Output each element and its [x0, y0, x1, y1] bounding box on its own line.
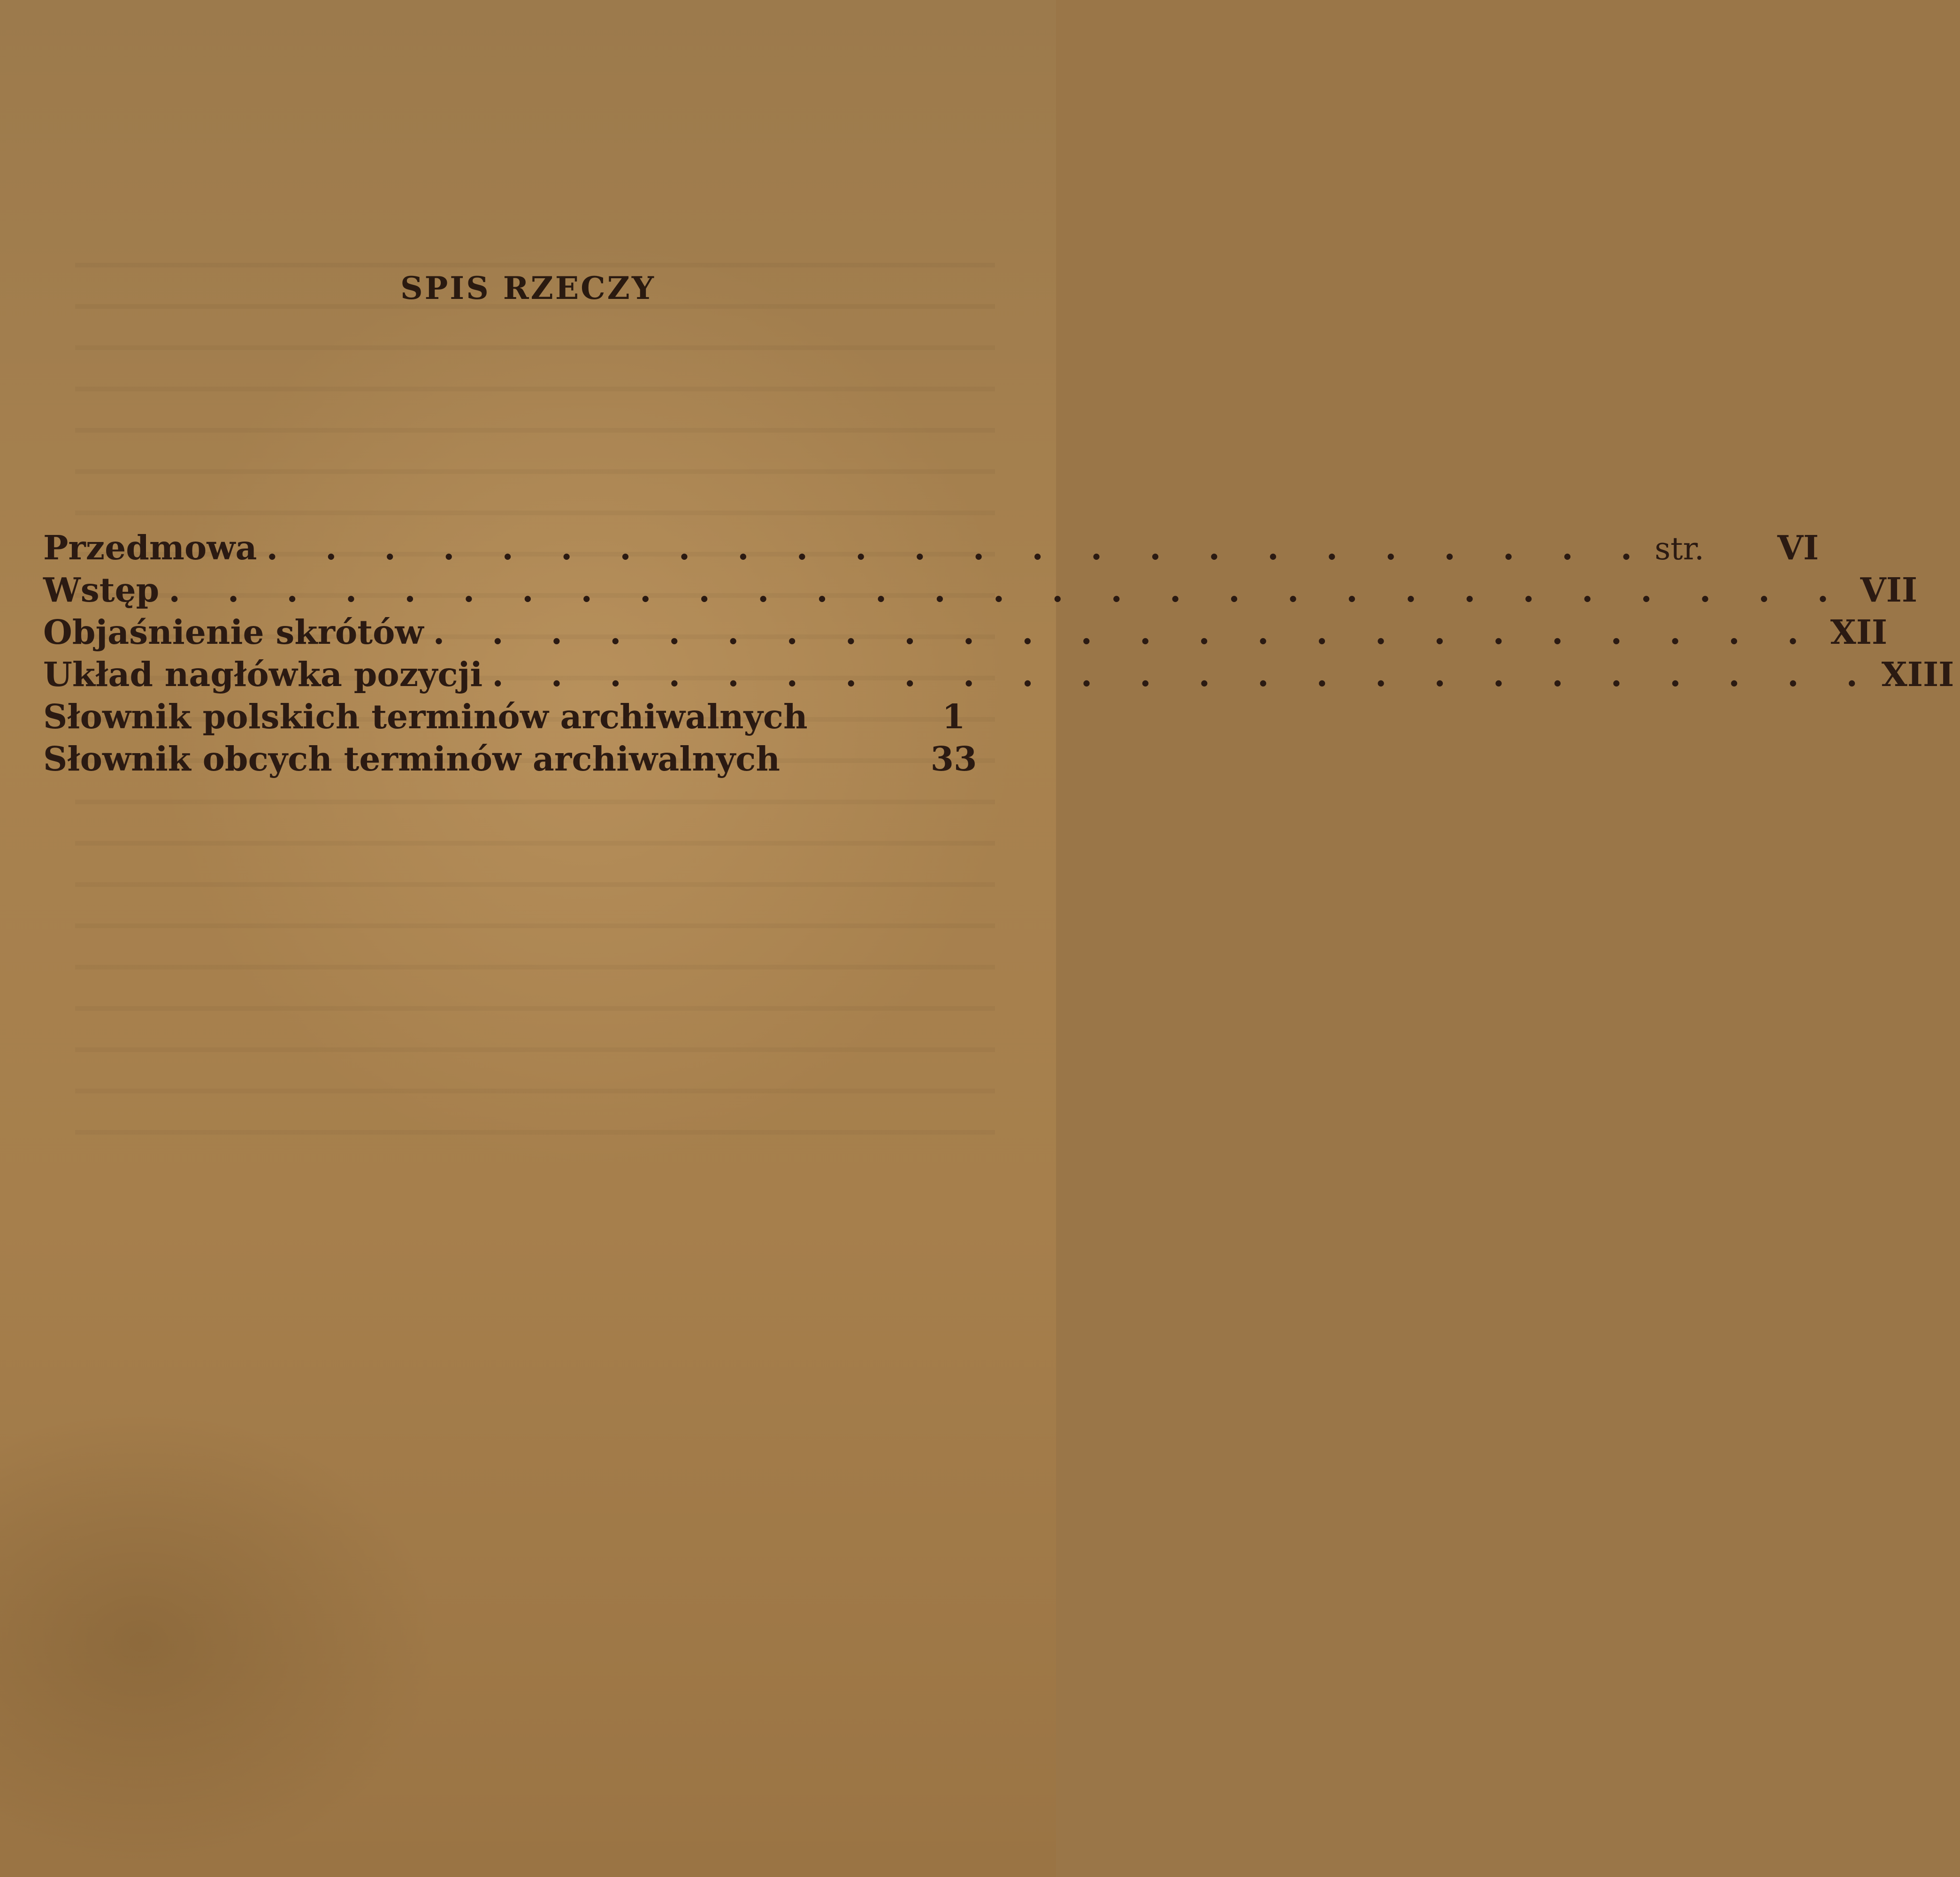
- toc-entry-page: XII: [1830, 612, 1888, 652]
- toc-entry-label: Przedmowa: [43, 528, 257, 567]
- table-of-contents: [43, 528, 1954, 781]
- toc-entry-page: VI: [1777, 528, 1819, 567]
- toc-entry-page: XIII: [1881, 655, 1954, 694]
- dot-leader: . . . . . . . . . . . . . . . . . . . . . . . . . . . . .: [168, 570, 1847, 610]
- page-title: SPIS RZECZY: [400, 270, 656, 306]
- toc-entry: [43, 528, 1819, 570]
- toc-entry-label: Układ nagłówka pozycji: [43, 655, 483, 694]
- toc-entry: [43, 655, 1954, 697]
- toc-entry-page: VII: [1860, 570, 1918, 610]
- page-abbrev: str.: [1654, 531, 1704, 567]
- toc-entry-label: Wstęp: [43, 570, 160, 610]
- toc-entry-label: Słownik polskich terminów archiwalnych: [43, 697, 808, 736]
- toc-entry: [43, 570, 1918, 612]
- toc-entry: [43, 697, 996, 739]
- dot-leader: . . . . . . . . . . . . . . . . . . . . . . . .: [433, 612, 1817, 652]
- toc-entry-label: Objaśnienie skrótów: [43, 612, 424, 652]
- toc-entry: [43, 739, 996, 781]
- toc-entry-label: Słownik obcych terminów archiwalnych: [43, 739, 780, 778]
- dot-leader: . . . . . . . . . . . . . . . . . . . . . . . .: [266, 528, 1650, 567]
- toc-entry-page: 1: [942, 697, 965, 736]
- dot-leader: . . . . . . . . . . . . . . . . . . . . . . . .: [492, 655, 1876, 694]
- toc-entry-page: 33: [930, 739, 977, 778]
- toc-entry: [43, 612, 1888, 655]
